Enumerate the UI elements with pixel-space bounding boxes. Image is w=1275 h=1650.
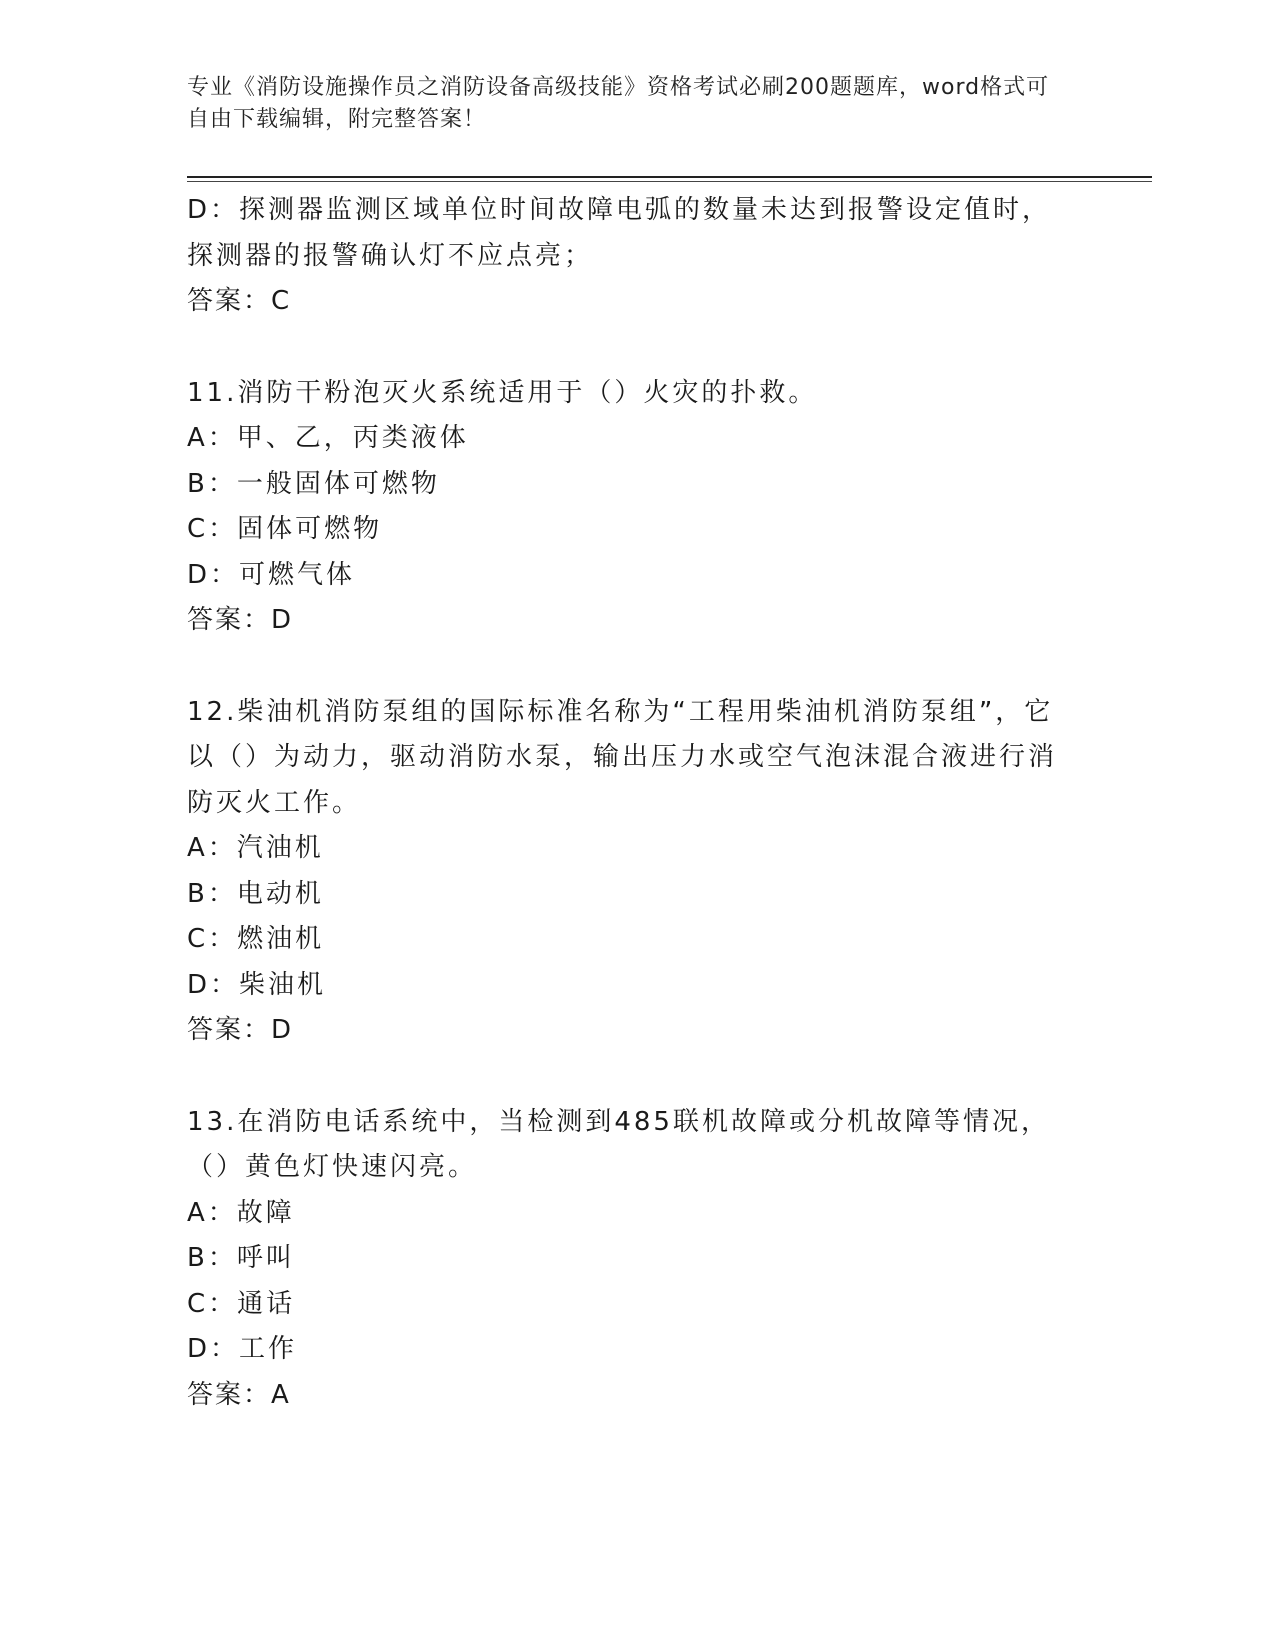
question-content <box>187 188 1077 1418</box>
question-stem: 13.在消防电话系统中，当检测到485联机故障或分机故障等情况，（）黄色灯快速闪亮。 <box>187 1106 1050 1182</box>
option-d: D：可燃气体 <box>187 559 356 590</box>
option-d: D：探测器监测区域单位时间故障电弧的数量未达到报警设定值时，探测器的报警确认灯不应点亮； <box>187 195 1052 271</box>
answer-line: 答案：C <box>187 286 292 316</box>
option-b: B：呼叫 <box>187 1243 295 1273</box>
answer-line: 答案：D <box>187 605 294 635</box>
option-a: A：故障 <box>187 1197 295 1228</box>
question-stem: 11.消防干粉泡灭火系统适用于（）火灾的扑救。 <box>187 377 818 408</box>
spacer <box>187 1054 1077 1100</box>
previous-question-tail <box>187 188 1077 325</box>
option-a: A：甲、乙，丙类液体 <box>187 423 469 453</box>
spacer <box>187 644 1077 690</box>
header-rule-thin <box>187 181 1152 182</box>
answer-line: 答案：A <box>187 1379 291 1410</box>
question-13 <box>187 1100 1077 1419</box>
question-12 <box>187 690 1077 1054</box>
spacer <box>187 325 1077 371</box>
option-d: D：柴油机 <box>187 969 327 1000</box>
option-b: B：电动机 <box>187 878 324 909</box>
option-a: A：汽油机 <box>187 833 324 863</box>
question-11 <box>187 371 1077 644</box>
answer-line: 答案：D <box>187 1015 294 1045</box>
option-c: C：燃油机 <box>187 924 325 954</box>
document-header: 专业《消防设施操作员之消防设备高级技能》资格考试必刷200题题库，word格式可自由下载编辑，附完整答案！ <box>187 75 1050 132</box>
option-b: B：一般固体可燃物 <box>187 468 440 499</box>
question-stem: 12.柴油机消防泵组的国际标准名称为“工程用柴油机消防泵组”，它以（）为动力，驱动消防水泵，输出压力水或空气泡沫混合液进行消防灭火工作。 <box>187 696 1058 818</box>
option-d: D：工作 <box>187 1334 298 1364</box>
header-rule-thick <box>187 176 1152 178</box>
option-c: C：固体可燃物 <box>187 514 383 544</box>
option-c: C：通话 <box>187 1288 296 1319</box>
